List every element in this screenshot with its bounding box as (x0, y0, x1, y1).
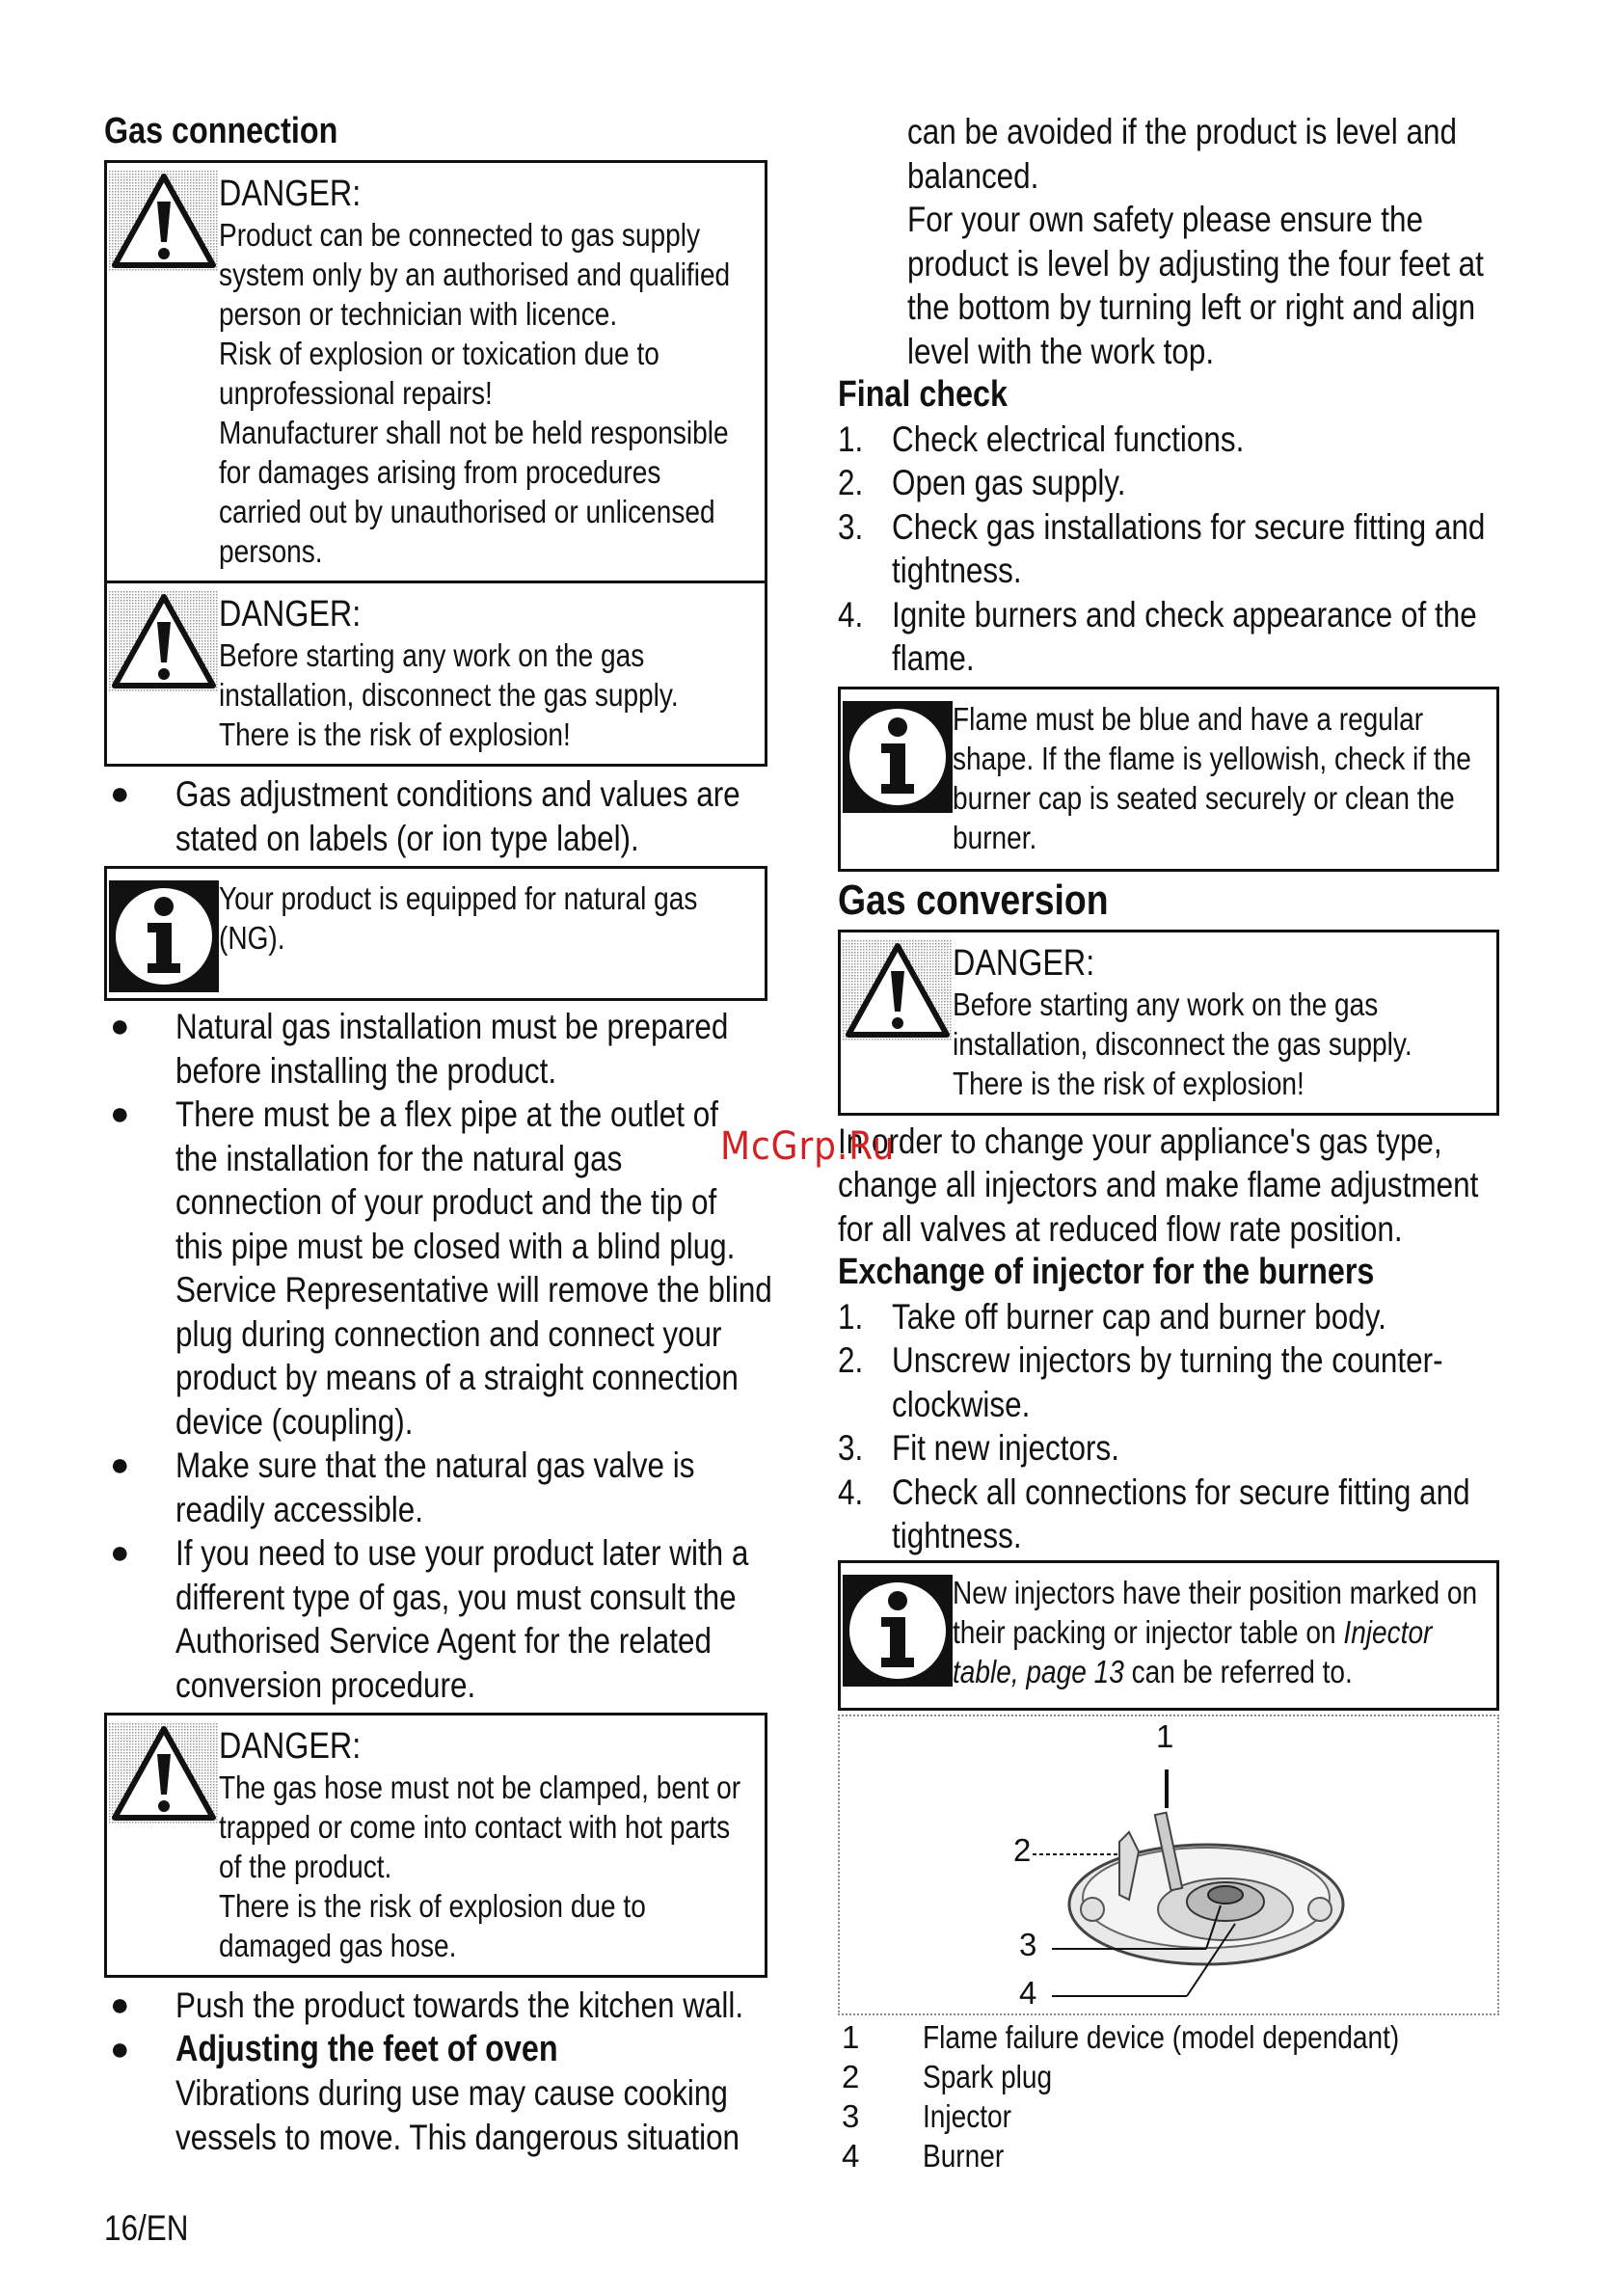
subheading-exchange-injector: Exchange of injector for the burners (838, 1252, 1375, 1292)
bullet-gas-adjustment (104, 772, 779, 860)
danger-box-conversion (838, 930, 1499, 1116)
bullet-line: Vibrations during use may cause cooking (175, 2073, 728, 2113)
bullet-line: Service Representative will remove the blind (175, 1270, 772, 1310)
danger-box-gas-hose (104, 1713, 767, 1978)
final-check-list (838, 418, 1513, 681)
info-icon (843, 1575, 953, 1687)
bullet-line: product by means of a straight connection (175, 1358, 739, 1397)
legend-number: 1 (842, 2018, 860, 2055)
bullet-dot: ● (110, 1446, 130, 1483)
injector-table-link[interactable]: Injector (1343, 1613, 1433, 1650)
legend-number: 4 (842, 2137, 860, 2174)
paragraph-line: can be avoided if the product is level and (907, 112, 1457, 151)
legend-number: 3 (842, 2097, 860, 2134)
bullet-line: Authorised Service Agent for the related (175, 1621, 712, 1661)
bullet-line: device (coupling). (175, 1401, 414, 1442)
bullet-line: conversion procedure. (175, 1664, 476, 1705)
danger-line: Before starting any work on the gas (219, 637, 645, 673)
bullet-line: the installation for the natural gas (175, 1138, 623, 1178)
list-item (838, 461, 1513, 505)
bullet-dot: ● (110, 775, 130, 812)
list-item (838, 505, 1513, 593)
bullet-dot: ● (110, 2030, 130, 2067)
danger-line: damaged gas hose. (219, 1928, 457, 1963)
list-line: Check gas installations for secure fitting and (892, 506, 1486, 547)
page-number: 16/EN (104, 2208, 189, 2248)
danger-line: of the product. (219, 1849, 392, 1884)
bullet-line: different type of gas, you must consult the (175, 1577, 737, 1617)
danger-title: DANGER: (219, 1726, 362, 1767)
info-text: their packing or injector table on (953, 1613, 1344, 1650)
legend-text: Spark plug (923, 2058, 1053, 2094)
bullet-gas-valve-accessible (104, 1444, 779, 1531)
legend-row (838, 2136, 1513, 2175)
info-line: burner cap is seated securely or clean the (953, 779, 1455, 816)
bullet-flex-pipe (104, 1093, 779, 1444)
list-item (838, 418, 1513, 462)
list-item (838, 1426, 1513, 1471)
danger-line: Manufacturer shall not be held responsible (219, 415, 729, 450)
danger-line: Product can be connected to gas supply (219, 217, 701, 253)
danger-title: DANGER: (953, 942, 1095, 984)
danger-title: DANGER: (219, 594, 362, 635)
list-line: Fit new injectors. (892, 1428, 1119, 1468)
info-line: burner. (953, 819, 1037, 855)
bullet-line: readily accessible. (175, 1489, 423, 1529)
warning-triangle-icon (109, 1723, 219, 1823)
bullet-dot: ● (110, 1095, 130, 1132)
danger-line: person or technician with licence. (219, 296, 618, 332)
legend-text: Flame failure device (model dependant) (923, 2018, 1400, 2055)
info-text: can be referred to. (1123, 1653, 1353, 1689)
danger-box-authorised-person (104, 160, 767, 583)
info-box-natural-gas (104, 866, 767, 1001)
list-line: Unscrew injectors by turning the counter- (892, 1340, 1443, 1380)
list-number: 4. (838, 1472, 864, 1512)
list-number: 1. (838, 419, 864, 459)
paragraph-line: balanced. (907, 155, 1039, 196)
bullet-line: Natural gas installation must be prepared (175, 1007, 729, 1046)
list-line: tightness. (892, 1516, 1022, 1555)
bullet-line: before installing the product. (175, 1050, 557, 1091)
injector-table-link[interactable]: table, page 13 (953, 1653, 1124, 1689)
diagram-label-4: 4 (1019, 1974, 1037, 2011)
legend-row (838, 2096, 1513, 2136)
paragraph-line: For your own safety please ensure the (907, 200, 1423, 239)
danger-line: The gas hose must not be clamped, bent or (219, 1769, 741, 1805)
danger-line: There is the risk of explosion! (219, 716, 571, 752)
info-line: (NG). (219, 920, 285, 956)
legend-text: Burner (923, 2137, 1005, 2174)
bullet-push-product (104, 1984, 779, 2028)
info-icon (109, 880, 219, 992)
list-line: Ignite burners and check appearance of the (892, 594, 1477, 635)
list-item (838, 1471, 1513, 1558)
danger-line: Before starting any work on the gas (953, 986, 1379, 1022)
list-line: Check electrical functions. (892, 419, 1245, 459)
paragraph-line: level with the work top. (907, 331, 1215, 371)
conversion-intro (838, 1120, 1513, 1252)
list-number: 2. (838, 463, 864, 502)
bullet-line: plug during connection and connect your (175, 1313, 722, 1354)
warning-triangle-icon (109, 171, 219, 271)
legend-text: Injector (923, 2097, 1011, 2134)
bullet-line: connection of your product and the tip of (175, 1182, 717, 1222)
right-column (838, 110, 1513, 2175)
list-line: tightness. (892, 551, 1022, 590)
bullet-line: stated on labels (or ion type label). (175, 818, 639, 858)
list-line: flame. (892, 638, 975, 678)
info-icon (843, 701, 953, 813)
burner-illustration (840, 1716, 1497, 2013)
danger-line: installation, disconnect the gas supply. (219, 677, 679, 713)
list-number: 3. (838, 506, 864, 547)
info-line: shape. If the flame is yellowish, check if the (953, 740, 1471, 776)
bullet-line: Gas adjustment conditions and values are (175, 774, 740, 814)
danger-line: trapped or come into contact with hot parts (219, 1809, 731, 1845)
danger-line: installation, disconnect the gas supply. (953, 1025, 1412, 1062)
bullet-dot: ● (110, 1008, 130, 1044)
info-box-flame (838, 687, 1499, 872)
info-line: New injectors have their position marked on (953, 1574, 1478, 1610)
bullet-adjusting-feet (104, 2028, 779, 2160)
section-heading-gas-conversion: Gas conversion (838, 876, 1109, 924)
bullet-natural-gas-installation (104, 1005, 779, 1093)
paragraph-line: the bottom by turning left or right and align (907, 287, 1476, 327)
info-line (953, 1612, 1489, 1652)
diagram-label-1: 1 (1156, 1717, 1174, 1754)
paragraph-line: for all valves at reduced flow rate position. (838, 1208, 1403, 1249)
danger-line: persons. (219, 533, 323, 569)
danger-line: for damages arising from procedures (219, 454, 661, 490)
legend-row (838, 2017, 1513, 2057)
danger-line: Risk of explosion or toxication due to (219, 336, 659, 371)
warning-triangle-icon (109, 591, 219, 691)
legend-number: 2 (842, 2058, 860, 2094)
info-line: Your product is equipped for natural gas (219, 880, 698, 916)
danger-line: There is the risk of explosion! (953, 1065, 1305, 1101)
list-number: 1. (838, 1296, 864, 1337)
bullet-subheading: Adjusting the feet of oven (175, 2028, 558, 2069)
bullet-line: this pipe must be closed with a blind plug. (175, 1226, 736, 1266)
paragraph-line: In order to change your appliance's gas type, (838, 1121, 1442, 1161)
continued-paragraph (838, 110, 1513, 373)
list-item (838, 1338, 1513, 1426)
list-number: 3. (838, 1428, 864, 1468)
diagram-label-3: 3 (1019, 1926, 1037, 1962)
legend-row (838, 2057, 1513, 2096)
section-heading-final-check: Final check (838, 374, 1008, 415)
danger-line: carried out by unauthorised or unlicensed (219, 494, 715, 529)
diagram-label-2: 2 (1013, 1831, 1032, 1868)
danger-box-disconnect-gas (104, 583, 767, 767)
bullet-dot: ● (110, 1986, 130, 2023)
danger-line: system only by an authorised and qualified (219, 257, 731, 292)
diagram-legend (838, 2017, 1513, 2175)
list-line: Take off burner cap and burner body. (892, 1296, 1386, 1337)
list-item (838, 593, 1513, 681)
watermark: McGrp.Ru (720, 1124, 896, 1169)
left-column (104, 108, 779, 2159)
paragraph-line: product is level by adjusting the four feet at (907, 243, 1484, 284)
bullet-line: vessels to move. This dangerous situation (175, 2117, 740, 2157)
section-heading-gas-connection: Gas connection (104, 111, 338, 151)
bullet-dot: ● (110, 1534, 130, 1571)
list-number: 2. (838, 1340, 864, 1380)
list-line: Open gas supply. (892, 463, 1126, 502)
list-line: clockwise. (892, 1384, 1031, 1424)
list-item (838, 1295, 1513, 1339)
bullet-line: Make sure that the natural gas valve is (175, 1445, 695, 1485)
danger-line: unprofessional repairs! (219, 375, 493, 411)
list-number: 4. (838, 594, 864, 635)
list-line: Check all connections for secure fitting and (892, 1472, 1470, 1512)
injector-steps-list (838, 1295, 1513, 1558)
paragraph-line: change all injectors and make flame adjustment (838, 1165, 1479, 1204)
bullet-different-gas-type (104, 1531, 779, 1707)
warning-triangle-icon (843, 940, 953, 1040)
danger-line: There is the risk of explosion due to (219, 1888, 646, 1924)
burner-diagram (838, 1715, 1499, 2015)
danger-title: DANGER: (219, 174, 362, 214)
info-line: Flame must be blue and have a regular (953, 700, 1424, 737)
bullet-line: Push the product towards the kitchen wall. (175, 1985, 744, 2025)
info-line (953, 1652, 1489, 1691)
bullet-line: There must be a flex pipe at the outlet of (175, 1094, 718, 1134)
info-box-injector-table (838, 1560, 1499, 1711)
bullet-line: If you need to use your product later with a (175, 1533, 749, 1573)
